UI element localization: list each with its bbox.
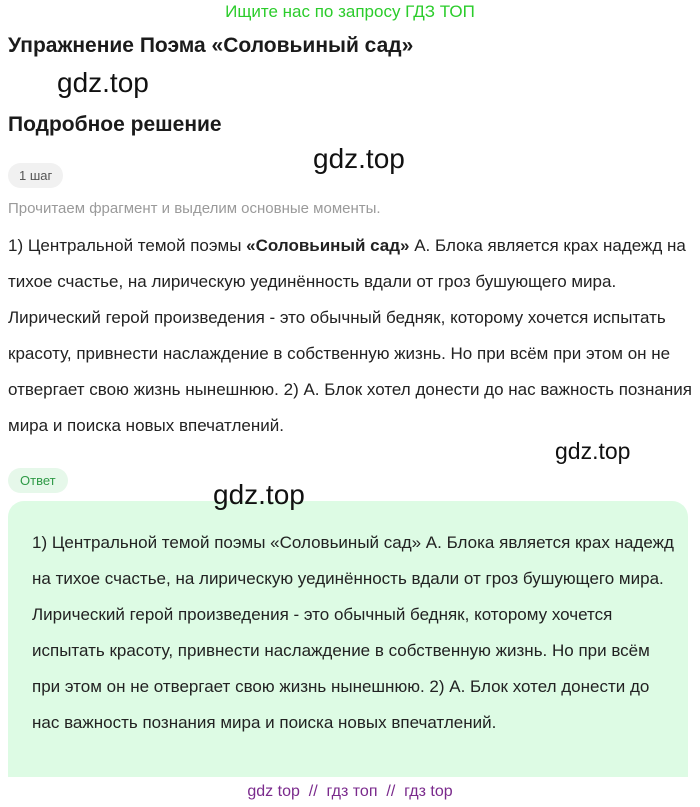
watermark: gdz.top: [555, 438, 631, 464]
step-badge: 1 шаг: [8, 163, 63, 188]
solution-text-start: 1) Центральной темой поэмы: [8, 236, 247, 255]
solution-intro: Прочитаем фрагмент и выделим основные моменты.: [8, 200, 381, 217]
exercise-title: Упражнение Поэма «Соловьиный сад»: [8, 34, 414, 57]
answer-badge: Ответ: [8, 468, 68, 493]
solution-heading: Подробное решение: [8, 113, 222, 136]
watermark: gdz.top: [213, 479, 305, 510]
poem-title-bold: «Соловьиный сад»: [246, 236, 410, 255]
footer-links: gdz top // гдз топ // гдз top: [247, 783, 453, 800]
answer-text: 1) Центральной темой поэмы «Соловьиный сад» А. Блока является крах надежд на тихое счастье, на лирическую уединённость вдали от гроз бушующего мира. Лирический герой произведения - это обычный бедняк, которому хочется испытать красоту, привнести наслаждение в собственную жизнь. Но при всём при этом он не отвергает свою жизнь нынешнюю. 2) А. Блок хотел донести до нас важность познания мира и поиска новых впечатлений.: [32, 533, 674, 732]
solution-text: [8, 228, 693, 444]
search-hint-banner: Ищите нас по запросу ГДЗ ТОП: [225, 2, 475, 21]
watermark: gdz.top: [313, 143, 405, 174]
solution-text-rest: А. Блока является крах надежд на тихое счастье, на лирическую уединённость вдали от гроз бушующего мира. Лирический герой произведения - это обычный бедняк, которому хочется испытать красоту, привнести наслаждение в собственную жизнь. Но при всём при этом он не отвергает свою жизнь нынешнюю. 2) А. Блок хотел донести до нас важность познания мира и поиска новых впечатлений.: [8, 236, 692, 435]
watermark: gdz.top: [57, 67, 149, 98]
